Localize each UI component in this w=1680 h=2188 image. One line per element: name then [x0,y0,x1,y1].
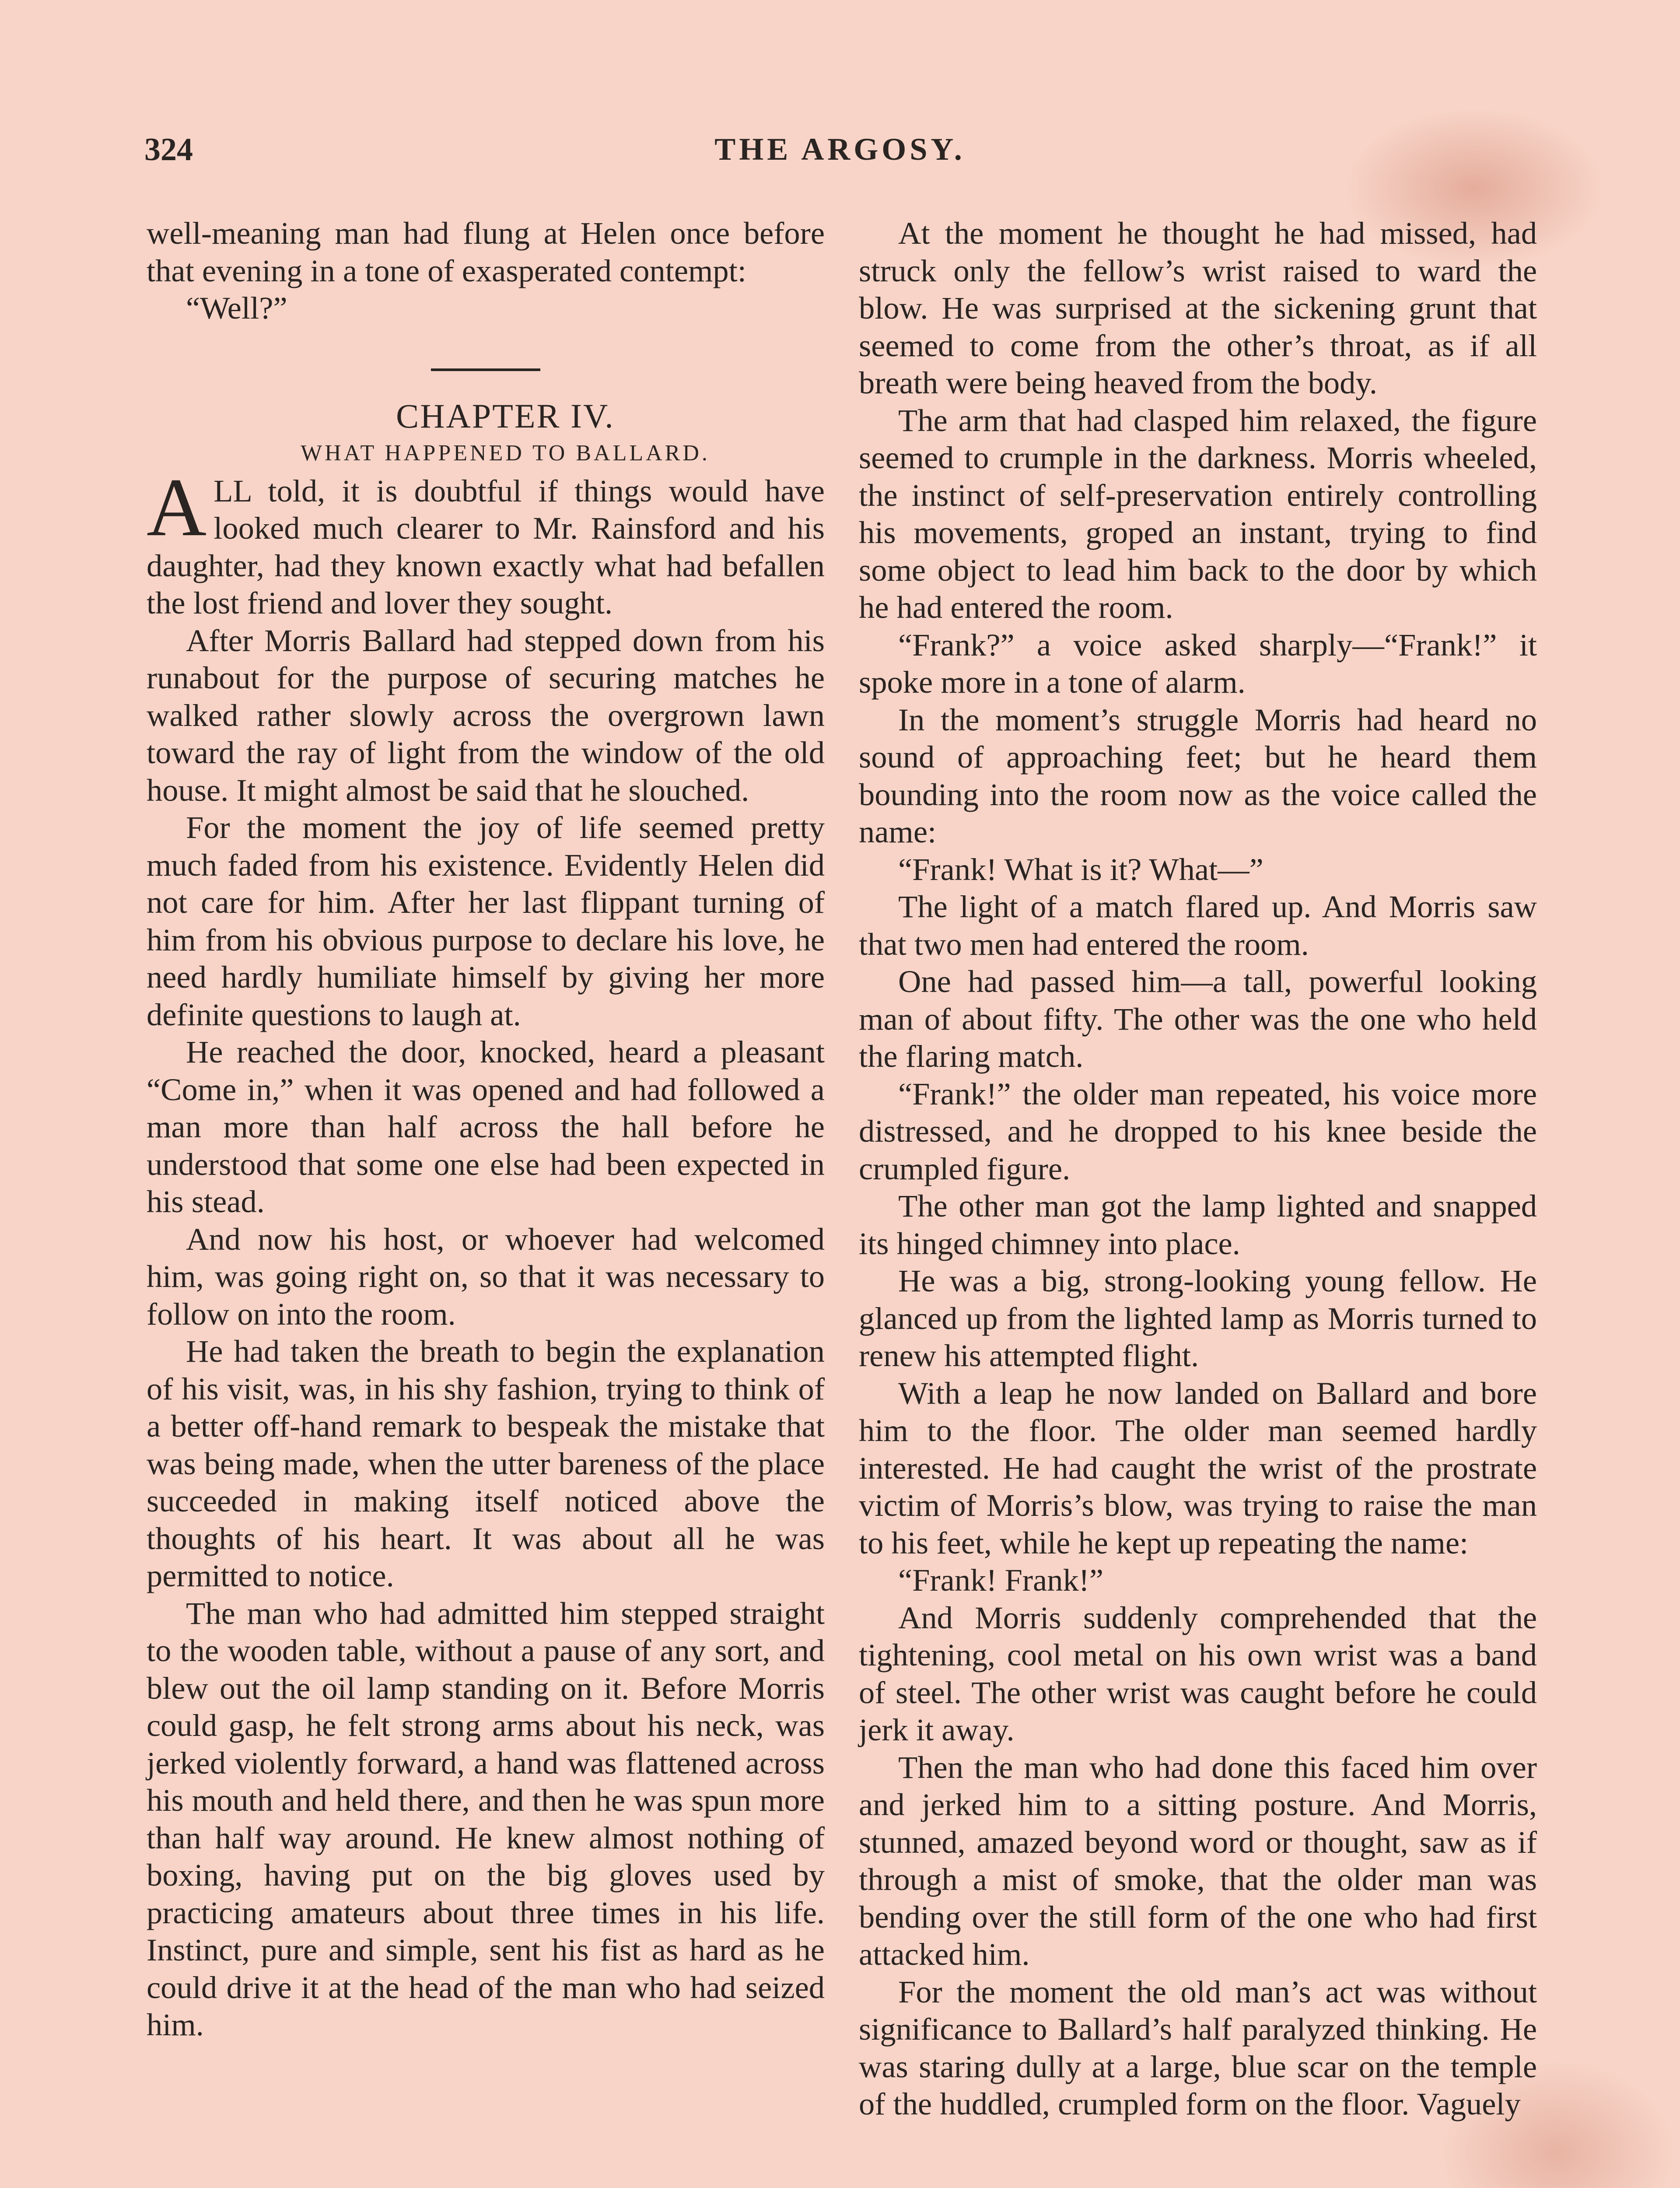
paragraph: For the moment the joy of life seemed pretty much faded from his existence. Evidently Helen did not care for him. After her last flippant turning of him from his obvious purpose to declare his love, he need hardly humiliate himself by giving her more definite questions to laugh at. [147,810,825,1032]
left-column [147,214,825,2044]
dialogue-line: “Well?” [186,290,287,326]
paragraph: One had passed him—a tall, powerful looking man of about fifty. The other was the one who held the flaring match. [859,964,1537,1074]
paragraph: And now his host, or whoever had welcomed him, was going right on, so that it was necessary to follow on into the room. [147,1221,825,1332]
paragraph: “Frank!” the older man repeated, his voice more distressed, and he dropped to his knee beside the crumpled figure. [859,1076,1537,1186]
chapter-title: CHAPTER IV. [396,396,615,435]
paragraph: And Morris suddenly comprehended that the tightening, cool metal on his own wrist was a band of steel. The other wrist was caught before he could jerk it away. [859,1599,1537,1747]
opening-paragraph-text: LL told, it is doubtful if things would have looked much clearer to Mr. Rainsford and his daughter, had they known exactly what had befallen the lost friend and lover they sought. [147,473,825,621]
paragraph: The other man got the lamp lighted and snapped its hinged chimney into place. [859,1188,1537,1261]
paragraph: “Frank! Frank!” [898,1562,1104,1598]
paragraph: The arm that had clasped him relaxed, the figure seemed to crumple in the darkness. Morris wheeled, the instinct of self-preservation entirely controlling his movements, groped an instant, trying to find some object to lead him back to the door by which he had entered the room. [859,402,1537,625]
paragraph: The light of a match flared up. And Morris saw that two men had entered the room. [859,889,1537,962]
paragraph: He was a big, strong-looking young fellow. He glanced up from the lighted lamp as Morris turned to renew his attempted flight. [859,1263,1537,1373]
section-divider [431,368,540,371]
drop-cap: A [147,461,207,554]
chapter-subtitle: WHAT HAPPENED TO BALLARD. [301,441,710,466]
page-header [144,131,1536,179]
paragraph: He reached the door, knocked, heard a pleasant “Come in,” when it was opened and had followed a man more than half across the hall before he understood that some one else had been expected in his stead. [147,1034,825,1219]
paragraph: At the moment he thought he had missed, had struck only the fellow’s wrist raised to ward the blow. He was surprised at the sickening grunt that seemed to come from the other’s throat, as if all breath were being heaved from the body. [859,215,1537,400]
paragraph: “Frank?” a voice asked sharply—“Frank!” it spoke more in a tone of alarm. [859,627,1537,700]
continuation-paragraph: well-meaning man had flung at Helen once before that evening in a tone of exasperated contempt: [147,215,825,288]
paragraph: With a leap he now landed on Ballard and bore him to the floor. The older man seemed hardly interested. He had caught the wrist of the prostrate victim of Morris’s blow, was trying to raise the man to his feet, while he kept up repeating the name: [859,1375,1537,1560]
right-column [859,214,1537,2123]
running-title: THE ARGOSY. [714,132,966,167]
chapter-opening-paragraph [147,461,825,622]
paragraph: For the moment the old man’s act was without significance to Ballard’s half paralyzed thinking. He was staring dully at a large, blue scar on the temple of the huddled, crumpled form on the floor. Vaguely [859,1974,1537,2121]
paragraph: The man who had admitted him stepped straight to the wooden table, without a pause of any sort, and blew out the oil lamp standing on it. Before Morris could gasp, he felt strong arms about his neck, was jerked violently forward, a hand was flattened across his mouth and held there, and then he was spun more than half way around. He knew almost nothing of boxing, having put on the big gloves used by practicing amateurs about three times in his life. Instinct, pure and simple, sent his fist as hard as he could drive it at the head of the man who had seized him. [147,1595,825,2042]
page-number: 324 [144,132,193,168]
paragraph: Then the man who had done this faced him over and jerked him to a sitting posture. And Morris, stunned, amazed beyond word or thought, saw as if through a mist of smoke, that the older man was bending over the still form of the one who had first attacked him. [859,1749,1537,1972]
paragraph: In the moment’s struggle Morris had heard no sound of approaching feet; but he heard them bounding into the room now as the voice called the name: [859,701,1537,849]
paragraph: He had taken the breath to begin the explanation of his visit, was, in his shy fashion, trying to think of a better off-hand remark to bespeak the mistake that was being made, when the utter bareness of the place succeeded in making itself noticed above the thoughts of his heart. It was about all he was permitted to notice. [147,1333,825,1593]
paragraph: “Frank! What is it? What—” [898,851,1264,887]
paragraph: After Morris Ballard had stepped down from his runabout for the purpose of securing matches he walked rather slowly across the overgrown lawn toward the ray of light from the window of the old house. It might almost be said that he slouched. [147,622,825,808]
